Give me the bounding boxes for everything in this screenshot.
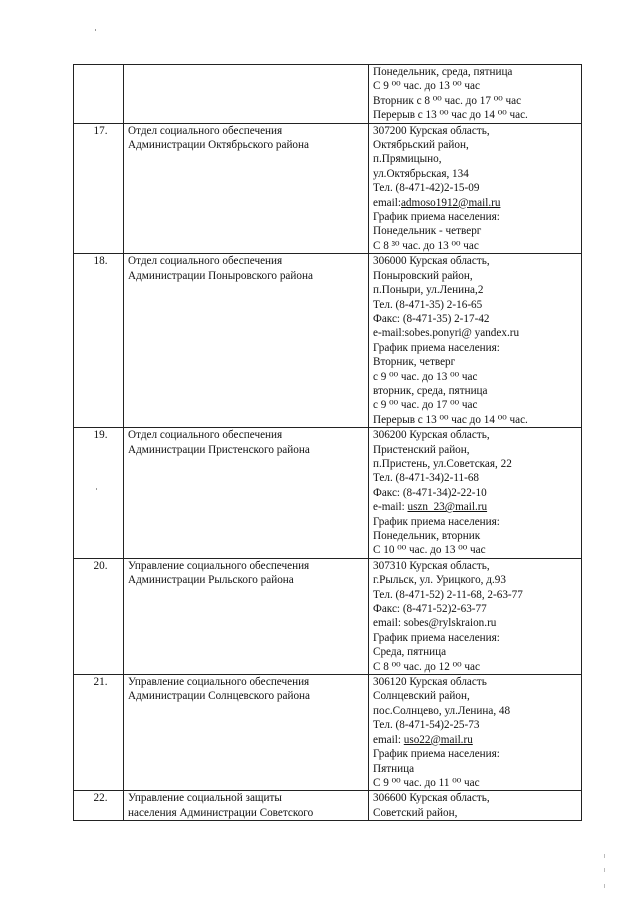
department-name-line: Управление социального обеспечения bbox=[128, 676, 310, 689]
scan-speck bbox=[96, 488, 97, 490]
contact-info-line: Перерыв с 13 ⁰⁰ час до 14 ⁰⁰ час. bbox=[373, 413, 528, 426]
contact-info-line: 306000 Курская область, bbox=[373, 255, 490, 268]
contact-info-line: С 8 ³⁰ час. до 13 ⁰⁰ час bbox=[373, 239, 479, 252]
department-name-line: Администрации Поныровского района bbox=[128, 269, 313, 282]
row-number bbox=[74, 65, 124, 124]
contact-info-line: Солнцевский район, bbox=[373, 690, 470, 703]
department-name-cell bbox=[124, 123, 369, 254]
department-name-cell bbox=[124, 791, 369, 821]
contact-info-line: 307200 Курская область, bbox=[373, 124, 490, 137]
row-number: 20. bbox=[74, 558, 124, 674]
department-name-cell bbox=[124, 254, 369, 428]
email-link: admoso1912@mail.ru bbox=[400, 196, 501, 209]
table-row bbox=[74, 428, 582, 559]
contact-info-line: email:admoso1912@mail.ru bbox=[373, 196, 501, 209]
contact-info-line: График приема населения: bbox=[373, 341, 500, 354]
contact-info-line: п.Прямицыно, bbox=[373, 153, 442, 166]
contacts-table-body bbox=[74, 65, 582, 821]
contact-info-line: Тел. (8-471-34)2-11-68 bbox=[373, 472, 480, 485]
contact-info-line: 306200 Курская область, bbox=[373, 429, 490, 442]
scan-mark bbox=[604, 854, 605, 858]
contact-info-line: Перерыв с 13 ⁰⁰ час до 14 ⁰⁰ час. bbox=[373, 109, 528, 122]
contact-info-cell bbox=[369, 558, 582, 674]
contact-info-line: Понедельник, среда, пятница bbox=[373, 66, 513, 78]
department-name-line: Отдел социального обеспечения bbox=[128, 429, 283, 442]
contact-info-line: 307310 Курская область, bbox=[373, 559, 490, 572]
contact-info-cell bbox=[369, 65, 582, 124]
email-link: uszn_23@mail.ru bbox=[407, 501, 488, 514]
row-number: 17. bbox=[74, 123, 124, 254]
table-row bbox=[74, 558, 582, 674]
contact-info-line: email: sobes@rylskraion.ru bbox=[373, 617, 497, 630]
department-name-line: Отдел социального обеспечения bbox=[128, 255, 283, 268]
contact-info-line: e-mail: uszn_23@mail.ru bbox=[373, 501, 488, 514]
contact-info-line: График приема населения: bbox=[373, 631, 500, 644]
table-row bbox=[74, 791, 582, 821]
contact-info-line: Тел. (8-471-35) 2-16-65 bbox=[373, 298, 483, 311]
contact-info-cell bbox=[369, 123, 582, 254]
row-number: 19. bbox=[74, 428, 124, 559]
contact-info-line: Вторник, четверг bbox=[373, 356, 456, 369]
contact-info-line: Советский район, bbox=[373, 806, 458, 819]
row-number: 18. bbox=[74, 254, 124, 428]
row-number: 22. bbox=[74, 791, 124, 821]
contact-info-line: График приема населения: bbox=[373, 515, 500, 528]
contact-info-line: с 9 ⁰⁰ час. до 17 ⁰⁰ час bbox=[373, 399, 478, 412]
contact-info-line: Факс: (8-471-35) 2-17-42 bbox=[373, 312, 490, 325]
contact-info-line: Октябрьский район, bbox=[373, 139, 469, 152]
contact-info-line: пос.Солнцево, ул.Ленина, 48 bbox=[373, 704, 511, 717]
contact-info-line: Пятница bbox=[373, 762, 415, 775]
email-link: uso22@mail.ru bbox=[403, 733, 473, 746]
contact-info-cell bbox=[369, 428, 582, 559]
department-name-cell bbox=[124, 65, 369, 124]
contact-info-line: Среда, пятница bbox=[373, 646, 447, 659]
contact-info-line: email: uso22@mail.ru bbox=[373, 733, 473, 746]
contact-info-line: С 9 ⁰⁰ час. до 13 ⁰⁰ час bbox=[373, 80, 480, 93]
contact-info-line: Факс: (8-471-34)2-22-10 bbox=[373, 486, 487, 499]
department-name-line: Управление социальной защиты bbox=[128, 792, 282, 805]
table-row bbox=[74, 123, 582, 254]
contact-info-line: Тел. (8-471-52) 2-11-68, 2-63-77 bbox=[373, 588, 523, 601]
department-name-cell bbox=[124, 558, 369, 674]
contact-info-line: Поныровский район, bbox=[373, 269, 473, 282]
contact-info-line: С 9 ⁰⁰ час. до 11 ⁰⁰ час bbox=[373, 776, 480, 789]
contact-info-line: С 10 ⁰⁰ час. до 13 ⁰⁰ час bbox=[373, 544, 486, 557]
department-name-line: Управление социального обеспечения bbox=[128, 559, 310, 572]
department-name-line: Администрации Октябрьского района bbox=[128, 139, 309, 152]
contact-info-line: 306600 Курская область, bbox=[373, 792, 490, 805]
contact-info-line: Тел. (8-471-54)2-25-73 bbox=[373, 719, 480, 732]
scan-speck bbox=[95, 29, 96, 31]
contact-info-line: г.Рыльск, ул. Урицкого, д.93 bbox=[373, 574, 506, 587]
department-name-line: Администрации Пристенского района bbox=[128, 443, 310, 456]
contact-info-line: График приема населения: bbox=[373, 211, 500, 224]
table-row bbox=[74, 254, 582, 428]
contact-info-cell bbox=[369, 675, 582, 791]
department-name-line: Администрации Солнцевского района bbox=[128, 690, 310, 703]
department-name-line: Администрации Рыльского района bbox=[128, 574, 294, 587]
contact-info-line: С 8 ⁰⁰ час. до 12 ⁰⁰ час bbox=[373, 660, 480, 673]
contact-info-line: п.Пристень, ул.Советская, 22 bbox=[373, 457, 512, 470]
contact-info-line: e-mail:sobes.ponyri@ yandex.ru bbox=[373, 327, 520, 340]
department-name-cell bbox=[124, 675, 369, 791]
contact-info-line: п.Поныри, ул.Ленина,2 bbox=[373, 284, 484, 297]
scan-mark bbox=[604, 868, 605, 872]
department-name-line: населения Администрации Советского bbox=[128, 806, 314, 819]
contact-info-line: 306120 Курская область bbox=[373, 676, 487, 689]
department-name-line: Отдел социального обеспечения bbox=[128, 124, 283, 137]
contact-info-line: вторник, среда, пятница bbox=[373, 384, 488, 397]
contact-info-line: с 9 ⁰⁰ час. до 13 ⁰⁰ час bbox=[373, 370, 478, 383]
contact-info-line: Понедельник, вторник bbox=[373, 530, 481, 542]
contact-info-line: Понедельник - четверг bbox=[373, 225, 482, 238]
table-row bbox=[74, 65, 582, 124]
table-row bbox=[74, 675, 582, 791]
contact-info-line: Пристенский район, bbox=[373, 443, 470, 456]
contact-info-line: ул.Октябрьская, 134 bbox=[373, 167, 469, 180]
contact-info-cell bbox=[369, 791, 582, 821]
department-name-cell bbox=[124, 428, 369, 559]
contact-info-line: Факс: (8-471-52)2-63-77 bbox=[373, 603, 487, 616]
contact-info-line: График приема населения: bbox=[373, 748, 500, 761]
contacts-table bbox=[73, 64, 582, 821]
contact-info-line: Вторник с 8 ⁰⁰ час. до 17 ⁰⁰ час bbox=[373, 94, 522, 107]
row-number: 21. bbox=[74, 675, 124, 791]
contact-info-cell bbox=[369, 254, 582, 428]
contact-info-line: Тел. (8-471-42)2-15-09 bbox=[373, 182, 480, 195]
scan-mark bbox=[604, 884, 605, 888]
